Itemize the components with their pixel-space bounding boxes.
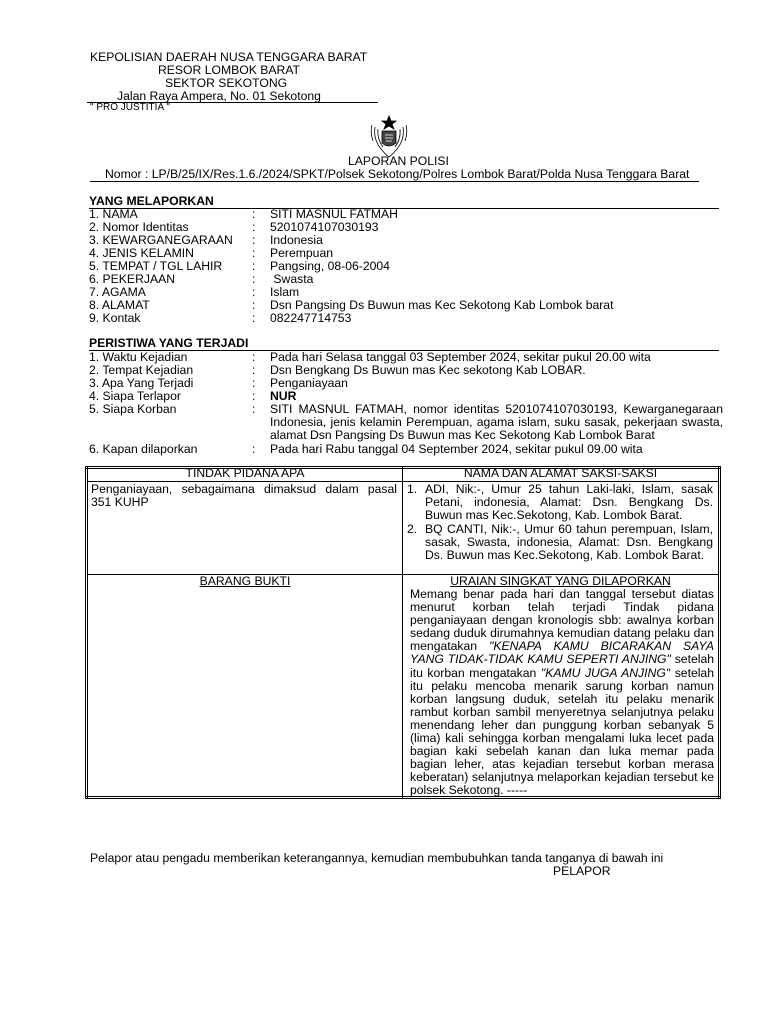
field-colon: : [252, 246, 256, 260]
field-value: Indonesia [270, 233, 323, 247]
field-colon: : [252, 376, 256, 390]
field-value: SITI MASNUL FATMAH [270, 207, 398, 221]
field-label: 4. Siapa Terlapor [89, 389, 181, 403]
witness-column-header: NAMA DAN ALAMAT SAKSI-SAKSI [463, 466, 658, 480]
field-label: 8. ALAMAT [89, 298, 150, 312]
field-colon: : [252, 259, 256, 273]
reporter-section-rule [89, 208, 719, 209]
field-value: Penganiayaan [270, 376, 348, 390]
report-number-rule [90, 181, 699, 182]
pro-justitia: " PRO JUSTITIA " [90, 102, 170, 113]
field-colon: : [252, 285, 256, 299]
report-title: LAPORAN POLISI [348, 154, 449, 168]
agency-unit: RESOR LOMBOK BARAT [158, 63, 300, 77]
incident-section-title: PERISTIWA YANG TERJADI [89, 336, 249, 350]
reporter-section-title: YANG MELAPORKAN [89, 194, 214, 208]
field-label: 5. Siapa Korban [89, 402, 177, 416]
evidence-header: BARANG BUKTI [199, 574, 291, 588]
summary-quote: "KENAPA KAMU BICARAKAN SAYA YANG TIDAK-TIDAK KAMU SEPERTI ANJING" [410, 639, 714, 667]
agency-name: KEPOLISIAN DAERAH NUSA TENGGARA BARAT [90, 50, 368, 64]
field-label: 4. JENIS KELAMIN [89, 246, 194, 260]
field-colon: : [252, 207, 256, 221]
field-value: 082247714753 [270, 311, 352, 325]
field-colon: : [252, 272, 256, 286]
field-colon: : [252, 350, 256, 364]
field-value: Dsn Pangsing Ds Buwun mas Kec Sekotong Kab Lombok barat [270, 298, 614, 312]
witness-list [407, 483, 713, 563]
field-value: Perempuan [270, 246, 334, 260]
witness-text: ADI, Nik:-, Umur 25 tahun Laki-laki, Islam, sasak Petani, indonesia, Alamat: Dsn. Bengkang Ds. Buwun mas Kec.Sekotong, Kab. Lombok Barat. [425, 482, 713, 523]
crime-description: Penganiayaan, sebagaimana dimaksud dalam pasal 351 KUHP [91, 482, 397, 510]
witness-number: 2. [407, 522, 418, 537]
field-label: 2. Tempat Kejadian [89, 363, 194, 377]
agency-address: Jalan Raya Ampera, No. 01 Sekotong [117, 89, 321, 103]
field-colon: : [252, 402, 256, 416]
witness-text: BQ CANTI, Nik:-, Umur 60 tahun perempuan, Islam, sasak, Swasta, indonesia, Alamat: Dsn. Bengkang Ds. Buwun mas Kec.Sekotong, Kab. Lombok Barat. [425, 522, 713, 563]
field-value: Pangsing, 08-06-2004 [270, 259, 390, 273]
summary-text: setelah itu pelaku mencoba menarik sarung korban namun korban langsung duduk, setelah itu pelaku menarik rambut korban sambil menyeretnya selanjutnya pelaku menendang leher dan punggung korban sebanyak 5 (lima) kali sehingga korban mengalami luka lecet pada bagian kaki sebelah kanan dan luka memar pada bagian leher, atas kejadian tersebut korban merasa keberatan) selanjutnya melaporkan kejadian tersebut ke polsek Sekotong. ----- [410, 665, 714, 798]
summary-quote: "KAMU JUGA ANJING" [540, 665, 671, 680]
field-label: 1. NAMA [89, 207, 138, 221]
crime-column-header: TINDAK PIDANA APA [185, 466, 305, 480]
witness-number: 1. [407, 482, 418, 496]
signer-label: PELAPOR [553, 864, 611, 878]
field-label: 3. Apa Yang Terjadi [89, 376, 194, 390]
field-colon: : [252, 298, 256, 312]
incident-summary [410, 588, 714, 798]
reporter-statement: Pelapor atau pengadu memberikan keterangannya, kemudian membubuhkan tanda tanganya di bawah ini [90, 851, 664, 865]
field-colon: : [252, 363, 256, 377]
field-value: Pada hari Selasa tanggal 03 September 2024, sekitar pukul 20.00 wita [270, 350, 651, 364]
field-label: 5. TEMPAT / TGL LAHIR [89, 259, 223, 273]
field-value: SITI MASNUL FATMAH, nomor identitas 5201074107030193, Kewarganegaraan Indonesia, jenis kelamin Perempuan, agama islam, suku sasak, pekerjaan swasta, alamat Dsn Pangsing Ds Buwun mas Kec Sekotong Kab Lombok Barat [270, 402, 723, 442]
field-colon: : [252, 442, 256, 456]
field-label: 6. Kapan dilaporkan [89, 442, 198, 456]
summary-text: Memang benar pada hari dan tanggal tersebut diatas menurut korban telah terjadi Tindak pidana penganiayaan dengan kronologis sbb: awalnya korban sedang duduk dirumahnya kemudian datang pelaku dan mengatakan [410, 587, 714, 654]
field-label: 3. KEWARGANEGARAAN [89, 233, 233, 247]
field-value: Dsn Bengkang Ds Buwun mas Kec sekotong Kab LOBAR. [270, 363, 586, 377]
field-value: NUR [270, 389, 297, 403]
field-colon: : [252, 233, 256, 247]
summary-text: setelah itu korban mengatakan [410, 652, 714, 680]
field-label: 7. AGAMA [89, 285, 146, 299]
report-number: Nomor : LP/B/25/IX/Res.1.6./2024/SPKT/Polsek Sekotong/Polres Lombok Barat/Polda Nusa Tenggara Barat [105, 167, 690, 181]
field-value: Pada hari Rabu tanggal 04 September 2024, sekitar pukul 09.00 wita [270, 442, 643, 456]
field-label: 2. Nomor Identitas [89, 220, 189, 234]
witness-item [407, 523, 713, 562]
agency-sector: SEKTOR SEKOTONG [165, 76, 288, 90]
field-colon: : [252, 389, 256, 403]
summary-header: URAIAN SINGKAT YANG DILAPORKAN [450, 574, 671, 588]
field-colon: : [252, 220, 256, 234]
field-colon: : [252, 311, 256, 325]
field-label: 9. Kontak [89, 311, 141, 325]
field-value: Swasta [270, 272, 314, 286]
field-value: Islam [270, 285, 300, 299]
witness-item [407, 483, 713, 522]
field-label: 1. Waktu Kejadian [89, 350, 188, 364]
field-value: 5201074107030193 [270, 220, 379, 234]
field-label: 6. PEKERJAAN [89, 272, 176, 286]
